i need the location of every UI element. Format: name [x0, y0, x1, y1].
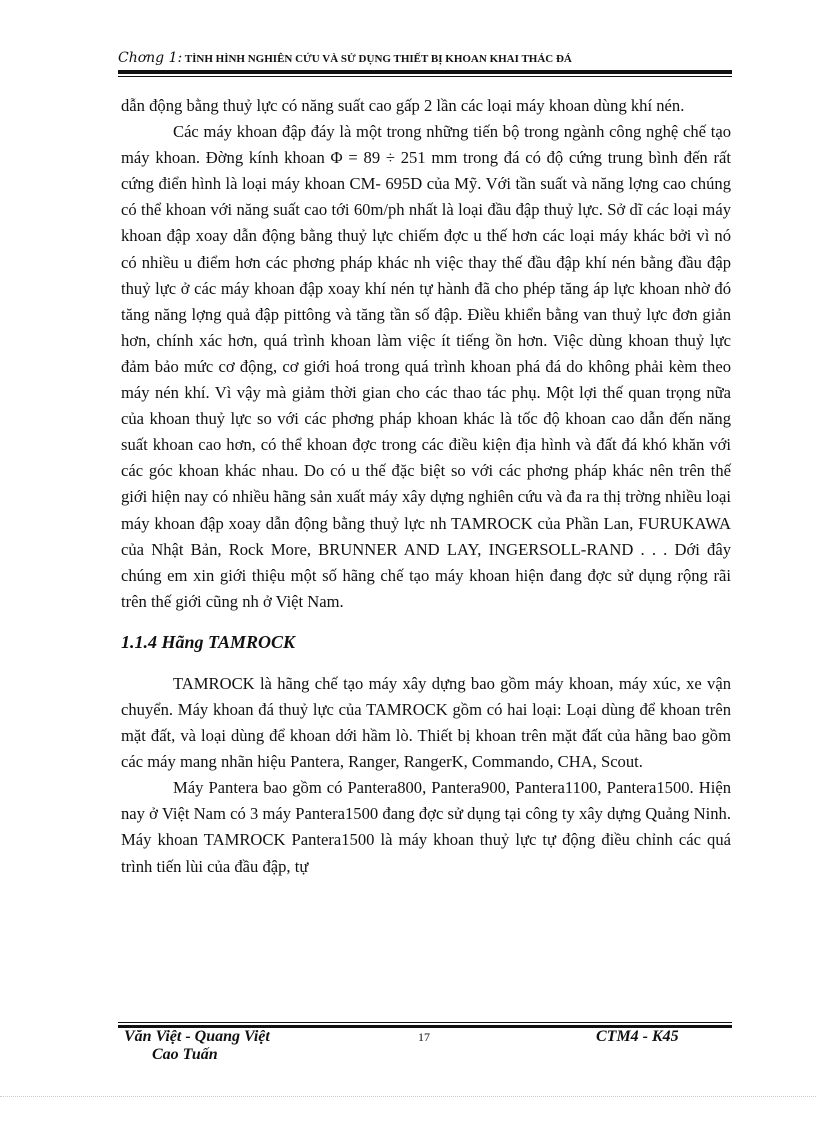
chapter-label: Chơng 1:	[118, 50, 183, 66]
page-number: 17	[418, 1030, 430, 1044]
paragraph-4: Máy Pantera bao gồm có Pantera800, Pantera900, Pantera1100, Pantera1500. Hiện nay ở Việt Nam có 3 máy Pantera1500 đang đợc sử dụng tại công ty xây dựng Quảng Ninh. Máy khoan TAMROCK Pantera1500 là máy khoan thuỷ lực tự động điều chỉnh các quá trình tiến lùi của đầu đập, tự	[121, 778, 731, 876]
paragraph-2: Các máy khoan đập đáy là một trong những tiến bộ trong ngành công nghệ chế tạo máy khoan. Đờng kính khoan Φ = 89 ÷ 251 mm trong đá có độ cứng trung bình đến rất cứng điển hình là loại máy khoan CM- 695D của Mỹ. Với tần suất và năng lợng cao chúng có thể khoan với năng suất cao tới 60m/ph nhất là loại đầu đập thuỷ lực. Sở dĩ các loại máy khoan đập xoay dẫn động bằng thuỷ lực chiếm đợc u thế hơn các loại máy khác bởi vì nó có nhiều u điểm hơn các phơng pháp khác nh việc thay thế đầu đập khí nén bằng đầu đập thuỷ lực ở các máy khoan đập xoay khí nén tự hành đã cho phép tăng áp lực khoan nhờ đó tăng năng lợng quả đập pittông và tăng tần số đập. Điều khiển bằng van thuỷ lực đơn giản hơn, chính xác hơn, quá trình khoan làm việc ít tiếng ồn hơn. Việc dùng khoan thuỷ lực đảm bảo mức cơ động, cơ giới hoá trong quá trình khoan phá đá do không phải kèm theo máy nén khí. Vì vậy mà giảm thời gian cho các thao tác phụ. Một lợi thế quan trọng nữa của khoan thuỷ lực so với các phơng pháp khoan khác là tốc độ khoan cao dẫn đến năng suất khoan cao hơn, có thể khoan đợc trong các điều kiện địa hình và đất đá khó khăn với các góc khoan khác nhau. Do có u thế đặc biệt so với các phơng pháp khác nên trên thế giới hiện nay có nhiều hãng sản xuất máy xây dựng nghiên cứu và đa ra thị trờng nhiều loại máy khoan đập xoay dẫn động bằng thuỷ lực nh TAMROCK của Phần Lan, FURUKAWA của Nhật Bản, Rock More, BRUNNER AND LAY, INGERSOLL-RAND . . . Dới đây chúng em xin giới thiệu một số hãng chế tạo máy khoan hiện đang đợc sử dụng rộng rãi trên thế giới cũng nh ở Việt Nam.	[121, 122, 731, 611]
paragraph-1: dẫn động bằng thuỷ lực có năng suất cao gấp 2 lần các loại máy khoan dùng khí nén.	[121, 96, 685, 115]
header-rule-thin	[118, 76, 732, 77]
authors-line-1: Văn Việt - Quang Việt	[124, 1028, 270, 1045]
section-heading: 1.1.4 Hãng TAMROCK	[121, 631, 296, 652]
page-body	[121, 93, 731, 880]
class-code: CTM4 - K45	[596, 1028, 679, 1045]
footer-rule-thin	[118, 1022, 732, 1023]
paragraph-3: TAMROCK là hãng chế tạo máy xây dựng bao gồm máy khoan, máy xúc, xe vận chuyển. Máy khoan đá thuỷ lực của TAMROCK gồm có hai loại: Loại dùng để khoan trên mặt đất, và loại dùng để khoan dới hầm lò. Thiết bị khoan trên mặt đất của hãng bao gồm các máy mang nhãn hiệu Pantera, Ranger, RangerK, Commando, CHA, Scout.	[121, 673, 731, 772]
authors-line-2: Cao Tuấn	[152, 1046, 218, 1063]
footer-authors	[124, 1028, 270, 1064]
header-rule	[118, 70, 732, 74]
page-edge-divider	[0, 1096, 816, 1097]
chapter-title: TÌNH HÌNH NGHIÊN CỨU VÀ SỬ DỤNG THIẾT BỊ KHOAN KHAI THÁC ĐÁ	[184, 53, 572, 65]
